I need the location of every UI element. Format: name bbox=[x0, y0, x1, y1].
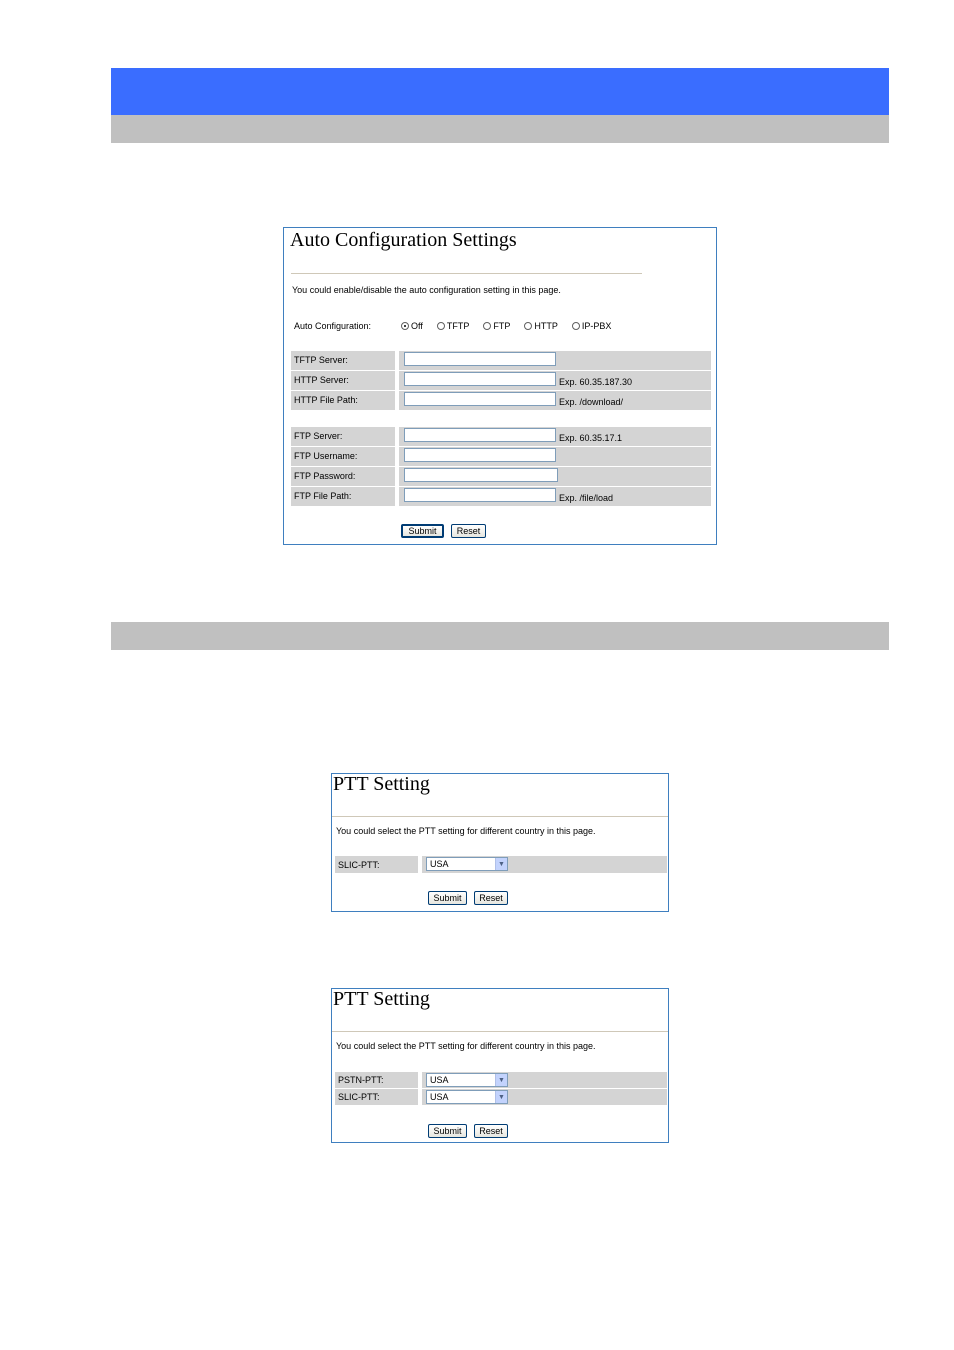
http-file-path-example: Exp. /download/ bbox=[559, 397, 624, 407]
reset-button[interactable]: Reset bbox=[474, 1124, 508, 1138]
auto-config-panel bbox=[283, 227, 717, 545]
radio-button-icon[interactable] bbox=[483, 322, 491, 330]
submit-button[interactable]: Submit bbox=[401, 524, 444, 538]
section-bar-1 bbox=[111, 115, 889, 143]
panel-title: PTT Setting bbox=[333, 988, 430, 1010]
divider bbox=[332, 816, 668, 817]
ptt-full-panel bbox=[331, 988, 669, 1143]
radio-ftp[interactable]: FTP bbox=[483, 321, 510, 331]
http-server-example: Exp. 60.35.187.30 bbox=[559, 377, 633, 387]
ftp-username-input[interactable] bbox=[404, 448, 556, 462]
panel-title: Auto Configuration Settings bbox=[290, 229, 517, 251]
slic-ptt-label: SLIC-PTT: bbox=[338, 1092, 380, 1102]
divider bbox=[291, 273, 642, 274]
submit-button[interactable]: Submit bbox=[428, 891, 467, 905]
field-label-http-file-path: HTTP File Path: bbox=[294, 395, 358, 405]
ftp-password-input[interactable] bbox=[404, 468, 558, 482]
ftp-file-path-example: Exp. /file/load bbox=[559, 493, 614, 503]
column-divider bbox=[395, 427, 399, 506]
section-bar-2 bbox=[111, 622, 889, 650]
auto-config-label: Auto Configuration: bbox=[294, 321, 372, 331]
panel-description: You could select the PTT setting for different country in this page. bbox=[336, 1041, 596, 1051]
radio-tftp[interactable]: TFTP bbox=[437, 321, 470, 331]
column-divider bbox=[418, 856, 422, 873]
panel-title: PTT Setting bbox=[333, 773, 430, 795]
field-label-ftp-file-path: FTP File Path: bbox=[294, 491, 352, 501]
slic-ptt-select[interactable] bbox=[426, 857, 508, 871]
panel-description: You could select the PTT setting for different country in this page. bbox=[336, 826, 596, 836]
http-server-input[interactable] bbox=[404, 372, 556, 386]
radio-button-icon[interactable] bbox=[437, 322, 445, 330]
radio-button-icon[interactable] bbox=[524, 322, 532, 330]
header-bar bbox=[111, 68, 889, 115]
radio-off[interactable]: Off bbox=[401, 321, 423, 331]
tftp-server-input[interactable] bbox=[404, 352, 556, 366]
reset-button[interactable]: Reset bbox=[474, 891, 508, 905]
ftp-server-input[interactable] bbox=[404, 428, 556, 442]
slic-ptt-value: USA bbox=[430, 859, 449, 869]
field-label-ftp-username: FTP Username: bbox=[294, 451, 358, 461]
radio-ip-pbx[interactable]: IP-PBX bbox=[572, 321, 612, 331]
slic-ptt-select[interactable] bbox=[426, 1090, 508, 1104]
radio-button-icon[interactable] bbox=[572, 322, 580, 330]
slic-ptt-value: USA bbox=[430, 1092, 449, 1102]
reset-button[interactable]: Reset bbox=[451, 524, 486, 538]
column-divider bbox=[395, 351, 399, 410]
ftp-file-path-input[interactable] bbox=[404, 488, 556, 502]
submit-button[interactable]: Submit bbox=[428, 1124, 467, 1138]
chevron-down-icon[interactable]: ▼ bbox=[495, 858, 507, 870]
divider bbox=[332, 1031, 668, 1032]
ftp-server-example: Exp. 60.35.17.1 bbox=[559, 433, 623, 443]
ptt-slic-panel bbox=[331, 773, 669, 912]
radio-button-icon[interactable] bbox=[401, 322, 409, 330]
radio-http[interactable]: HTTP bbox=[524, 321, 558, 331]
http-file-path-input[interactable] bbox=[404, 392, 556, 406]
field-label-tftp-server: TFTP Server: bbox=[294, 355, 348, 365]
chevron-down-icon[interactable]: ▼ bbox=[495, 1091, 507, 1103]
chevron-down-icon[interactable]: ▼ bbox=[495, 1074, 507, 1086]
slic-ptt-label: SLIC-PTT: bbox=[338, 860, 380, 870]
auto-config-radio-group bbox=[401, 321, 625, 331]
pstn-ptt-label: PSTN-PTT: bbox=[338, 1075, 384, 1085]
field-label-http-server: HTTP Server: bbox=[294, 375, 349, 385]
pstn-ptt-value: USA bbox=[430, 1075, 449, 1085]
panel-description: You could enable/disable the auto configuration setting in this page. bbox=[292, 285, 561, 295]
pstn-ptt-select[interactable] bbox=[426, 1073, 508, 1087]
column-divider bbox=[418, 1072, 422, 1105]
field-label-ftp-server: FTP Server: bbox=[294, 431, 343, 441]
field-label-ftp-password: FTP Password: bbox=[294, 471, 356, 481]
